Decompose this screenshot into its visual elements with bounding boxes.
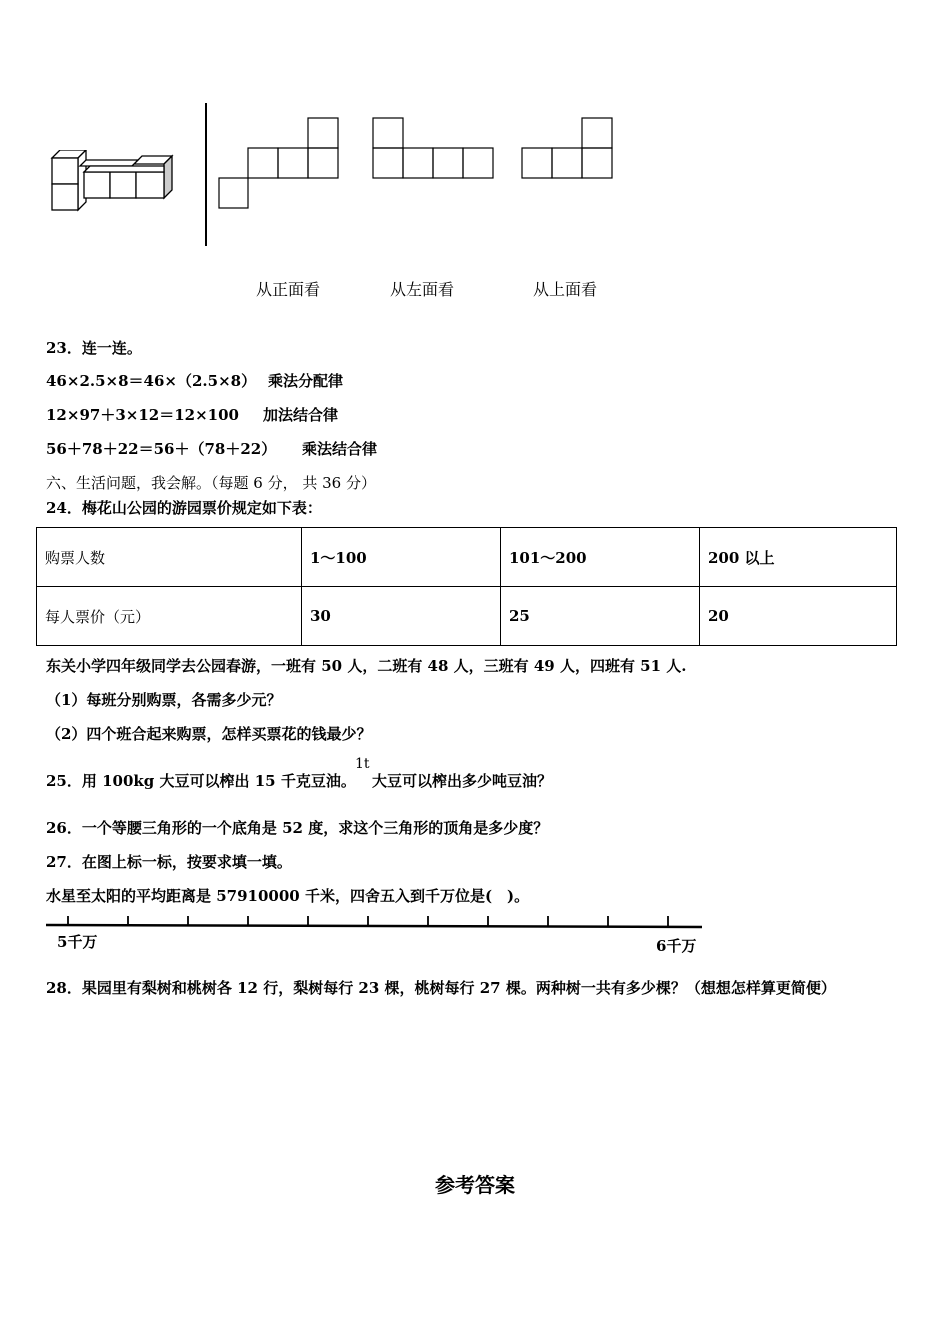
- table-cell: 购票人数: [37, 528, 302, 587]
- left-view-grid: [372, 117, 496, 181]
- q23-law-1: 乘法分配律: [268, 372, 344, 390]
- answer-section-title: 参考答案: [435, 1173, 515, 1197]
- q25-text-part-1: 25．用 100kg 大豆可以榨出 15 千克豆油。: [46, 772, 356, 790]
- table-cell: 每人票价（元）: [37, 587, 302, 646]
- q27-title: 27．在图上标一标，按要求填一填。: [46, 853, 292, 871]
- table-row: [37, 528, 897, 587]
- q23-law-2: 加法结合律: [263, 406, 339, 424]
- q23-law-3: 乘法结合律: [302, 440, 378, 458]
- q27-text: 水星至太阳的平均距离是 57910000 千米，四舍五入到千万位是( )。: [46, 887, 530, 905]
- q26-text: 26．一个等腰三角形的一个底角是 52 度，求这个三角形的顶角是多少度？: [46, 819, 549, 837]
- figure-divider: [205, 103, 207, 246]
- table-cell: 30: [302, 587, 501, 646]
- table-cell: 25: [501, 587, 700, 646]
- left-view-label: 从左面看: [390, 280, 455, 299]
- q23-expr-1: 46×2.5×8＝46×（2.5×8）: [46, 372, 257, 390]
- top-view-grid: [521, 117, 615, 181]
- q28-text: 28．果园里有梨树和桃树各 12 行，梨树每行 23 棵，桃树每行 27 棵。两种树一共有多少棵？（想想怎样算更简便）: [46, 979, 836, 997]
- q24-description: 东关小学四年级同学去公园春游，一班有 50 人，二班有 48 人，三班有 49 人，四班有 51 人.: [46, 657, 687, 675]
- q23-expr-3: 56＋78＋22＝56＋（78＋22）: [46, 440, 277, 458]
- number-line-end-label: 6千万: [656, 937, 697, 955]
- number-line-start-label: 5千万: [57, 933, 98, 951]
- table-cell: 20: [700, 587, 897, 646]
- q23-title: 23．连一连。: [46, 339, 142, 357]
- table-cell: 101～200: [501, 528, 700, 587]
- front-view-grid: [218, 117, 342, 211]
- q23-expr-2: 12×97＋3×12＝12×100: [46, 406, 239, 424]
- cube-solid-figure: [46, 150, 186, 212]
- top-view-label: 从上面看: [533, 280, 598, 299]
- q25-text-part-2: 大豆可以榨出多少吨豆油？: [372, 772, 553, 790]
- q24-sub-question-1: （1）每班分别购票，各需多少元？: [46, 691, 282, 709]
- ticket-price-table: [36, 527, 897, 646]
- table-cell: 1～100: [302, 528, 501, 587]
- table-row: [37, 587, 897, 646]
- number-line: [44, 912, 706, 934]
- table-cell: 200 以上: [700, 528, 897, 587]
- q24-title: 24．梅花山公园的游园票价规定如下表：: [46, 499, 322, 517]
- section-6-heading: 六、生活问题，我会解。（每题 6 分， 共 36 分）: [46, 474, 376, 492]
- q24-sub-question-2: （2）四个班合起来购票，怎样买票花的钱最少？: [46, 725, 372, 743]
- q25-fraction-label: 1t: [355, 756, 370, 772]
- front-view-label: 从正面看: [256, 280, 321, 299]
